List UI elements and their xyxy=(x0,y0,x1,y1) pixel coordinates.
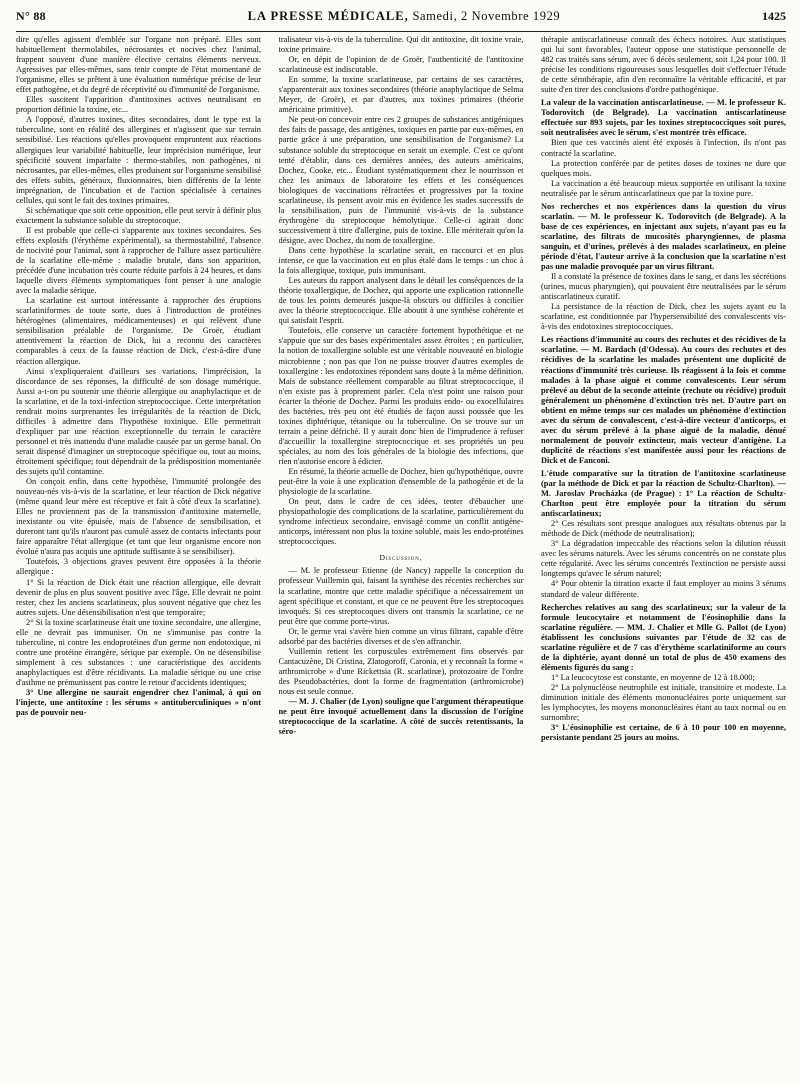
paragraph: La persistance de la réaction de Dick, chez les sujets ayant eu la scarlatine, est conditionnée par l'hypersensibilité des convalescents vis-à-vis des endotoxines streptococciques. xyxy=(541,302,786,332)
paragraph: La vaccination a été beaucoup mieux supportée en utilisant la toxine neutralisée par le sérum antiscarlatineux que par la toxine pure. xyxy=(541,178,786,198)
column-2 xyxy=(279,35,524,1076)
paragraph: 4° Pour obtenir la titration exacte il faut employer au moins 3 sérums standard de valeur différente. xyxy=(541,579,786,599)
paragraph: Bien que ces vaccinés aient été exposés à l'infection, ils n'ont pas contracté la scarlatine. xyxy=(541,138,786,158)
section-heading-discussion: Discussion, xyxy=(379,553,423,563)
section-sang-scarlatineux: Recherches relatives au sang des scarlatineux; sur la valeur de la formule leucocytaire et notamment de l'éosinophilie dans la scarlatine régulière. — MM. J. Chalier et Mlle G. Pallot (de Lyon) établissent les conclusions suivantes par l'étude de 32 cas de scarlatine régulière et de 7 cas d'érythème scarlatiniforme au cours de la diphtérie, ayant donné un total de plus de 450 examens des éléments figurés du sang : xyxy=(541,602,786,672)
header-rule xyxy=(16,31,786,32)
paragraph: Elles suscitent l'apparition d'antitoxines actives neutralisant en proportion définie la toxine, etc... xyxy=(16,95,261,115)
paragraph: Il est probable que celle-ci s'apparente aux toxines secondaires. Ses effets explosifs (l'érythème expérimental), sa thermostabilité, l'absence de nocivité pour l'animal, sont à rapprocher de l'allure assez particulière de la scarlatine elle-même : maladie brutale, dans son apparition, précédée d'une incubation très courte réduite parfois à 24 heures, et dans laquelle divers éléments symptomatiques font penser à une analogie avec la maladie sérique. xyxy=(16,225,261,296)
section-titration: L'étude comparative sur la titration de l'antitoxine scarlatineuse (par la méthode de Dick et par la réaction de Schultz-Charlton). — M. Jaroslav Procházka (de Prague) : 1° La réaction de Schultz-Charlton peut être employée pour la titration du sérum antiscarlatineux; xyxy=(541,468,786,519)
paragraph: — M. le professeur Etienne (de Nancy) rappelle la conception du professeur Vuillemin qui, faisant la synthèse des récentes recherches sur la scarlatine, montre que cette maladie spécifique a nécessairement un agent spécifique et constant, et que ce ne peuvent être les streptocoques invoqués. Si ces streptocoques divers ont transmis la scarlatine, ce ne peut être que comme porte-virus. xyxy=(278,566,524,626)
paragraph: thérapie antiscarlatineuse connaît des échecs notoires. Aux statistiques qui lui sont favorables, l'auteur oppose une statistique personnelle de 482 cas traités sans sérum, avec 6 décès seulement, soit 1,24 pour 100. Il précise les conditions rigoureuses sous lesquelles doit s'effectuer l'étude de cette sérothérapie, afin d'en reconnaître la véritable efficacité, et par suite d'en tirer des conclusions d'ordre pathogénique. xyxy=(541,35,786,95)
section-vaccination: La valeur de la vaccination antiscarlatineuse. — M. le professeur K. Todorovitch (de Belgrade). La vaccination antiscarlatineuse effectuée sur 893 sujets, par les toxines streptococciques soit pures, soit neutralisées avec le sérum, s'est montrée très efficace. xyxy=(541,98,786,138)
paragraph: Vuillemin retient les corpuscules extrêmement fins observés par Cantacuzène, Di Cristina, Zlatogoroff, Caronia, et y reconnaît la forme « arthromicrobe » d'une Rickettsia (R. scarlatinæ), protozoaire de l'ordre des Pseudobactéries, dont la forme de fragmentation (arthromicrobe) nous est seule connue. xyxy=(278,646,524,696)
publication-title: LA PRESSE MÉDICALE, xyxy=(247,8,409,23)
paragraph: tralisateur vis-à-vis de la tuberculine. Qui dit antitoxine, dit toxine vraie, toxine primaire. xyxy=(278,35,524,55)
paragraph: Les auteurs du rapport analysent dans le détail les conséquences de la théorie toxallergique, de Dochez, qui apporte une explication rationnelle de tous les points demeurés jusque-là obscurs ou difficiles à concilier avec la théorie streptococcique. Elle aboutit à une synthèse cohérente et qui satisfait l'esprit. xyxy=(278,276,524,326)
paragraph: Ainsi s'expliqueraient d'ailleurs ses variations, l'imprécision, la discordance de ses réponses, la difficulté de son dosage numérique. Aussi a-t-on pu soutenir une théorie allergique ou anaphylactique et de la scarlatine, et de la toxi-infection streptococcique. Cette interprétation rendrait moins surprenantes les irrégularités de la réaction de Dick, difficiles à admettre dans l'hypothèse toxinique. Elle permettrait d'expliquer par une réaction exceptionnelle du terrain le caractère personnel et très inattendu d'une maladie causée par un germe banal. On serait dispensé d'imaginer un streptocoque spécifique ou, tout au moins, étroitement spécifique; tout dépendrait de la prédisposition momentanée des sujets qu'il contamine. xyxy=(16,366,261,477)
paragraph: La protection conférée par de petites doses de toxines ne dure que quelques mois. xyxy=(541,158,786,178)
page-number: 1425 xyxy=(761,8,786,23)
paragraph: On peut, dans le cadre de ces idées, tenter d'ébaucher une physiopathologie des complications de la scarlatine, particulièrement du syndrome infectieux secondaire, envisagé comme un conflit antigène-anticorps, intéressant non plus la toxine soluble, mais les endo-protéines streptococciques. xyxy=(278,497,524,547)
paragraph: 2° Ces résultats sont presque analogues aux résultats obtenus par la méthode de Dick (méthode de neutralisation); xyxy=(541,519,786,539)
paragraph: Dans cette hypothèse la scarlatine serait, en raccourci et en plus intense, ce que la vaccination est en plus étalé dans le temps : un choc à la fois allergique, toxique, puis immunisant. xyxy=(278,245,524,276)
paragraph: Il a constaté la présence de toxines dans le sang, et dans les sécrétions (urines, mucus pharyngien), qui pouvaient être neutralisées par le sérum antiscarlatineux curatif. xyxy=(541,272,786,302)
column-1 xyxy=(16,35,261,1076)
paragraph: 3° La dégradation impeccable des réactions selon la dilution réussit avec les sérums naturels. Avec les sérums concentrés on ne constate plus cette régularité. Avec les sérums concentrés l'extinction ne persiste aussi longtemps qu'avec le sérum naturel; xyxy=(541,539,786,579)
paragraph: On conçoit enfin, dans cette hypothèse, l'immunité prolongée des nouveau-nés vis-à-vis de la scarlatine, et leur réaction de Dick négative (même quand leur mère est réceptive et fait à côté d'eux la scarlatine). Elles ne proviennent pas de la transmission d'antitoxine maternelle, inexistante ou vite épuisée, mais de l'absence de sensibilisation, et dureront tant qu'ils n'auront pas cumulé assez de contacts infectants pour faire apparaître l'état allergique (et tant que leur organisme encore non évolué n'aura pas acquis une aptitude suffisante à se sensibiliser). xyxy=(16,477,261,557)
paragraph: Or, en dépit de l'opinion de de Groër, l'authenticité de l'antitoxine scarlatineuse est indiscutable. xyxy=(278,55,524,75)
issue-number: N° 88 xyxy=(16,8,46,23)
page-header xyxy=(16,3,786,29)
masthead xyxy=(248,9,561,24)
article-columns xyxy=(16,35,786,1076)
paragraph: A l'opposé, d'autres toxines, dites secondaires, dont le type est la tuberculine, sont en réalité des allergines et n'agissent que sur terrain sensibilisé. Les réactions qu'elles provoquent empruntent aux réactions allergiques leur variabilité habituelle, leur imprécision numérique, leur spécificité souvent imparfaite : thermo-stabiles, non pathogènes, ni nécrosantes, par elles-mêmes, elles produisent sur l'organisme sensibilisé des effets subits, généraux, fluxionnaires, bien différents de la lente imprégnation, de l'incubation et de l'action spécialisée à certaines cellules, qui sont le fait des toxines primaires. xyxy=(16,115,261,205)
paragraph: 1° Si la réaction de Dick était une réaction allergique, elle devrait devenir de plus en plus souvent positive avec l'âge. Elle devrait ne point rester, chez les anciens scarlatineux, plus souvent négative que chez les autres sujets. Une désensibilisation n'est que temporaire; xyxy=(16,577,261,617)
paragraph: dire qu'elles agissent d'emblée sur l'organe non préparé. Elles sont habituellement thermolabiles, nécrosantes et nocives chez l'animal, frappent souvent d'une manière élective certains éléments nerveux. Agressives par elles-mêmes, sans tenir compte de l'état momentané de l'organisme, elles se prêtent à une évaluation numérique précise de leur effet pathogène, et du degré de réceptivité ou d'immunité de l'organisme. xyxy=(16,35,261,95)
section-virus-scarlatin: Nos recherches et nos expériences dans la question du virus scarlatin. — M. le professeur K. Todorovitch (de Belgrade). A la base de ces expériences, en injectant aux sujets, n'ayant pas eu la scarlatine, des filtrats de mucosités pharyngiennes, de plasma sanguin, et d'urines, prélevés à des malades scarlatineux, en pleine période d'état, l'auteur arrive à la conclusion que la scarlatine n'est pas une maladie provoquée par un virus filtrant. xyxy=(541,201,786,272)
paragraph: En résumé, la théorie actuelle de Dochez, bien qu'hypothétique, ouvre peut-être la voie à une explication d'ensemble de la pathogénie et de la physiologie de la scarlatine. xyxy=(278,467,524,497)
issue-date: Samedi, 2 Novembre 1929 xyxy=(412,8,561,23)
paragraph: 3° L'éosinophilie est certaine, de 6 à 10 pour 100 en moyenne, persistante pendant 25 jours au moins. xyxy=(541,723,786,743)
paragraph: Or, le germe vrai s'avère bien comme un virus filtrant, capable d'être adsorbé par des bactéries diverses et de s'en affranchir. xyxy=(278,626,524,646)
section-reactions-immunite: Les réactions d'immunité au cours des rechutes et des récidives de la scarlatine. — M. Bardach (d'Odessa). Au cours des rechutes et des récidives de la scarlatine les malades présentent une duplicité de réactions d'immunité très curieuse. Ils réagissent à la fois et comme malades à la phase aiguë et comme convalescents. Leur sérum prélevé au début de la seconde atteinte (rechute ou récidive) produit généralement un phénomène d'extinction très net. D'autre part on obtient en même temps sur ces malades un phénomène d'extinction avec du sérum de convalescent, c'est-à-dire vecteur d'anticorps, et avec du sérum prélevé à la phase aiguë de la maladie, dénué normalement de pouvoir extincteur, mais vecteur d'antigène. La duplicité de réactions s'est manifestée aussi pour les réactions de Dick et de Fanconi. xyxy=(541,335,786,465)
paragraph: En somme, la toxine scarlatineuse, par certains de ses caractères, s'apparenterait aux toxines secondaires (théorie anaphylactique de Selma Meyer, de Groër), et par d'autres, aux toxines primaires (théorie américaine primitive). xyxy=(278,75,524,115)
paragraph: Ne peut-on concevoir entre ces 2 groupes de substances antigéniques des faits de passage, des antigènes, toxiques en partie par eux-mêmes, en partie grâce à une préparation, une sensibilisation de l'organisme? La substance soluble du streptocoque en serait un exemple. C'est ce qu'ont tenté d'établir, dans ces dernières années, des auteurs américains, Dochez, Cooke, etc... Étudiant systématiquement chez le nourrisson et chez les animaux de laboratoire les effets et les conséquences biologiques de vaccinations réfractées et progressives par la toxine scarlatineuse, ils pensent avoir mis en évidence les stades successifs de la sensibilisation, puis de l'immunité vis-à-vis de la substance érythrogène du streptocoque hémolytique. Celle-ci agirait donc successivement à titre d'allergine, puis de toxine. Elle mériterait qu'on la désigne, avec Dochez, du nom de toxallergine. xyxy=(278,115,524,245)
paragraph: 2° Si la toxine scarlatineuse était une toxine secondaire, une allergine, elle ne devrait pas immuniser. On ne s'immunise pas contre la tuberculine, ni contre les endoprotéines d'un germe non endotoxique, ni contre une protéine étrangère, sérique par exemple. On ne désensibilise simplement à ces substances : une caractéristique des accidents anaphylactiques est d'être récidivants. La maladie sérique ou une crise d'asthme ne prémunissent pas contre le retour d'accidents identiques; xyxy=(16,617,261,687)
paragraph: — M. J. Chalier (de Lyon) souligne que l'argument thérapeutique ne peut être invoqué actuellement dans la discussion de l'origine streptococcique de la scarlatine. A côté de succès retentissants, la séro- xyxy=(278,697,524,737)
paragraph: 2° La polynucléose neutrophile est initiale, transitoire et modeste. La diminution initiale des éléments mononucléaires porte uniquement sur les lymphocytes, les moyens mononucléaires étant au taux normal ou en surnombre; xyxy=(541,682,786,723)
paragraph: Toutefois, elle conserve un caractère fortement hypothétique et ne s'appuie que sur des bases expérimentales assez étroites ; en particulier, la notion de toxallergine soluble est une véritable nouveauté en biologie microbienne ; non pas que l'on ne puisse trouver d'autres exemples de toxallergine : les endotoxines répondent sans doute à la même définition. Mais de substance réellement comparable au filtrat streptococcique, il n'en existe pas à proprement parler. Cela n'est point une raison pour écarter la théorie de Dochez. Parmi les produits endo- ou exocellulaires des bactéries, très peu ont été étudiés de façon aussi poussée que les toxines diphtérique, tétanique ou la tuberculine. On se trouve sur un terrain a peine défriché. Il y aurait donc bien de l'imprudence à refuser d'accueillir la toxallergine streptococcique et ses propriétés un peu spéciales, au nom des lois générales de la biologie des infections, que rien n'autorise encore à édicter. xyxy=(278,326,524,466)
paragraph: La scarlatine est surtout intéressante à rapprocher des éruptions scarlatiniformes de toute sorte, dues à l'introduction de protéines hétérogènes (alimentaires, médicamenteuses) et qui relèvent d'une sensibilisation préalable de l'organisme. De Groër, étudiant attentivement la réaction de Dick, lui a reconnu des caractères comparables à ceux de la fausse réaction de Dick, c'est-à-dire d'une réaction allergique. xyxy=(16,296,261,366)
paragraph: Si schématique que soit cette opposition, elle peut servir à définir plus exactement la substance soluble du streptocoque. xyxy=(16,205,261,225)
paragraph: 3° Une allergine ne saurait engendrer chez l'animal, à qui on l'injecte, une antitoxine : les sérums « antituberculiniques » n'ont pas de pouvoir neu- xyxy=(16,688,261,718)
paragraph: Toutefois, 3 objections graves peuvent être opposées à la théorie allergique : xyxy=(16,557,261,577)
column-3 xyxy=(541,35,786,1076)
paragraph: 1° La leucocytose est constante, en moyenne de 12 à 18.000; xyxy=(551,672,755,682)
